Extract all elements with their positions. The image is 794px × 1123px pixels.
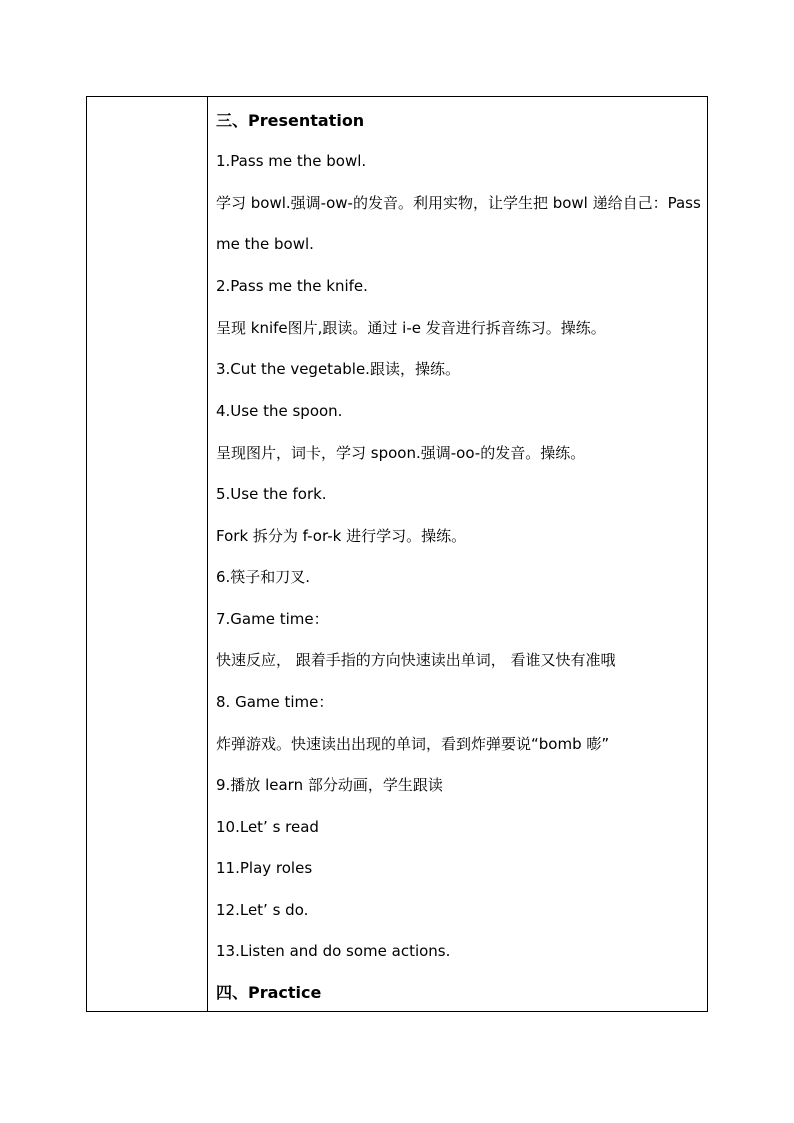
- step-1: 1.Pass me the bowl.: [216, 152, 367, 170]
- step-3: 3.Cut the vegetable.跟读，操练。: [216, 360, 460, 378]
- step-2: 2.Pass me the knife.: [216, 277, 368, 295]
- step-5: 5.Use the fork.: [216, 485, 327, 503]
- lesson-table: [86, 96, 708, 1012]
- step-1-detail-cont: me the bowl.: [216, 235, 314, 253]
- step-8-detail: 炸弹游戏。快速读出出现的单词，看到炸弹要说“bomb 嘭”: [216, 735, 610, 753]
- step-6: 6.筷子和刀叉.: [216, 568, 311, 586]
- step-7: 7.Game time：: [216, 610, 329, 628]
- step-2-detail: 呈现 knife图片,跟读。通过 i-e 发音进行拆音练习。操练。: [216, 319, 606, 337]
- step-10: 10.Let’ s read: [216, 818, 319, 836]
- section-heading-practice: 四、Practice: [216, 983, 322, 1002]
- step-11: 11.Play roles: [216, 859, 313, 877]
- step-7-detail: 快速反应， 跟着手指的方向快速读出单词， 看谁又快有准哦: [216, 651, 616, 669]
- step-4: 4.Use the spoon.: [216, 402, 343, 420]
- step-13: 13.Listen and do some actions.: [216, 942, 451, 960]
- step-1-detail: 学习 bowl.强调-ow-的发音。利用实物，让学生把 bowl 递给自己：Pass: [216, 194, 701, 212]
- step-9: 9.播放 learn 部分动画，学生跟读: [216, 776, 443, 794]
- step-12: 12.Let’ s do.: [216, 901, 309, 919]
- step-5-detail: Fork 拆分为 f-or-k 进行学习。操练。: [216, 527, 467, 545]
- table-right-column: [208, 97, 707, 1011]
- table-left-column: [87, 97, 208, 1011]
- step-4-detail: 呈现图片，词卡，学习 spoon.强调-oo-的发音。操练。: [216, 444, 586, 462]
- step-8: 8. Game time：: [216, 693, 334, 711]
- section-heading-presentation: 三、Presentation: [216, 111, 365, 130]
